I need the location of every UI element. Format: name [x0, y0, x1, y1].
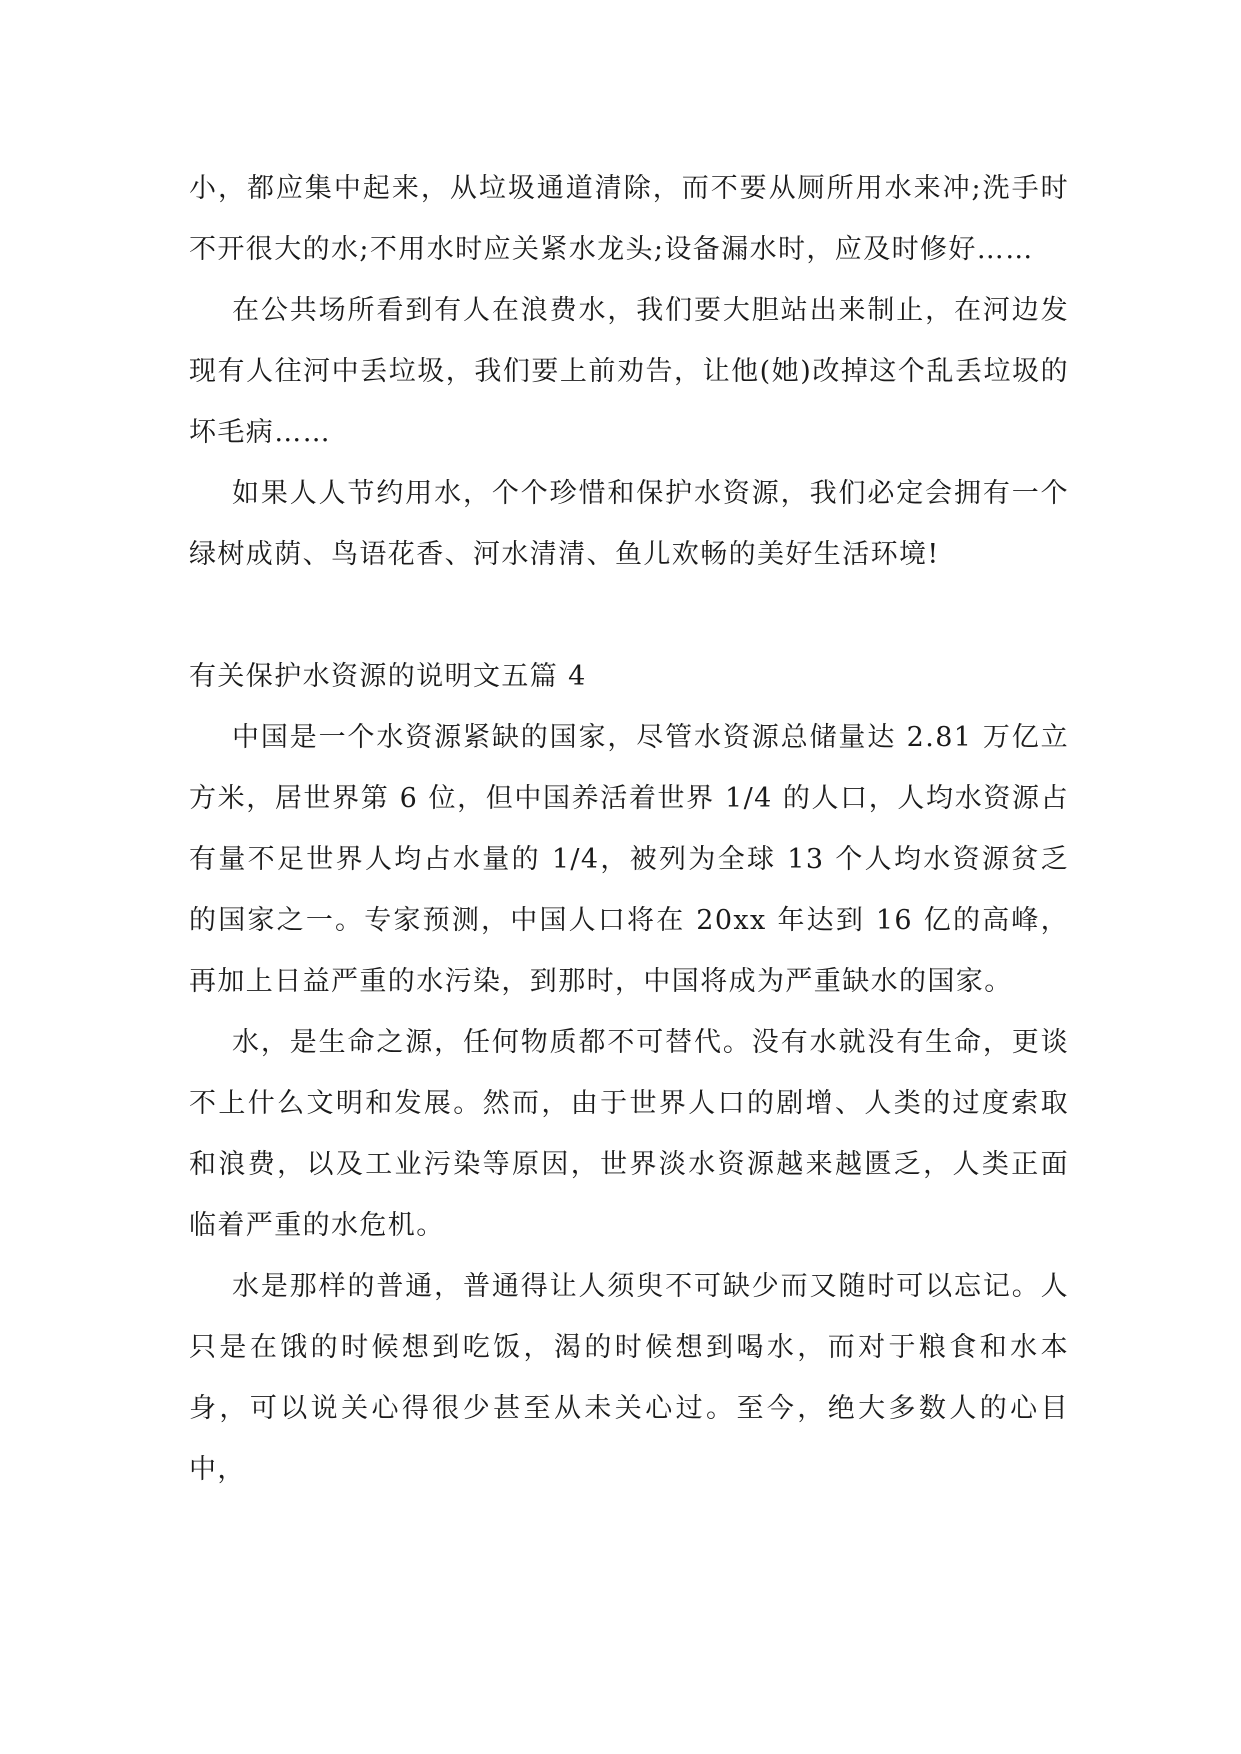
paragraph: 水是那样的普通，普通得让人须臾不可缺少而又随时可以忘记。人只是在饿的时候想到吃饭，渴的时候想到喝水，而对于粮食和水本身，可以说关心得很少甚至从未关心过。至今，绝大多数人的心目中，	[189, 1271, 1069, 1485]
paragraph: 中国是一个水资源紧缺的国家，尽管水资源总储量达 2.81 万亿立方米，居世界第 6 位，但中国养活着世界 1/4 的人口，人均水资源占有量不足世界人均占水量的 1/4，被列为全球 13 个人均水资源贫乏的国家之一。专家预测，中国人口将在 20xx 年达到 16 亿的高峰，再加上日益严重的水污染，到那时，中国将成为严重缺水的国家。	[189, 722, 1069, 997]
paragraph-continued: 小，都应集中起来，从垃圾通道清除，而不要从厕所用水来冲;洗手时不开很大的水;不用水时应关紧水龙头;设备漏水时，应及时修好……	[189, 173, 1069, 265]
section-title: 有关保护水资源的说明文五篇 4	[189, 661, 587, 692]
document-body	[189, 158, 1069, 1500]
paragraph: 如果人人节约用水，个个珍惜和保护水资源，我们必定会拥有一个绿树成荫、鸟语花香、河水清清、鱼儿欢畅的美好生活环境!	[189, 478, 1069, 570]
paragraph: 在公共场所看到有人在浪费水，我们要大胆站出来制止，在河边发现有人往河中丢垃圾，我们要上前劝告，让他(她)改掉这个乱丢垃圾的坏毛病……	[189, 295, 1069, 448]
paragraph: 水，是生命之源，任何物质都不可替代。没有水就没有生命，更谈不上什么文明和发展。然而，由于世界人口的剧增、人类的过度索取和浪费，以及工业污染等原因，世界淡水资源越来越匮乏，人类正面临着严重的水危机。	[189, 1027, 1069, 1241]
